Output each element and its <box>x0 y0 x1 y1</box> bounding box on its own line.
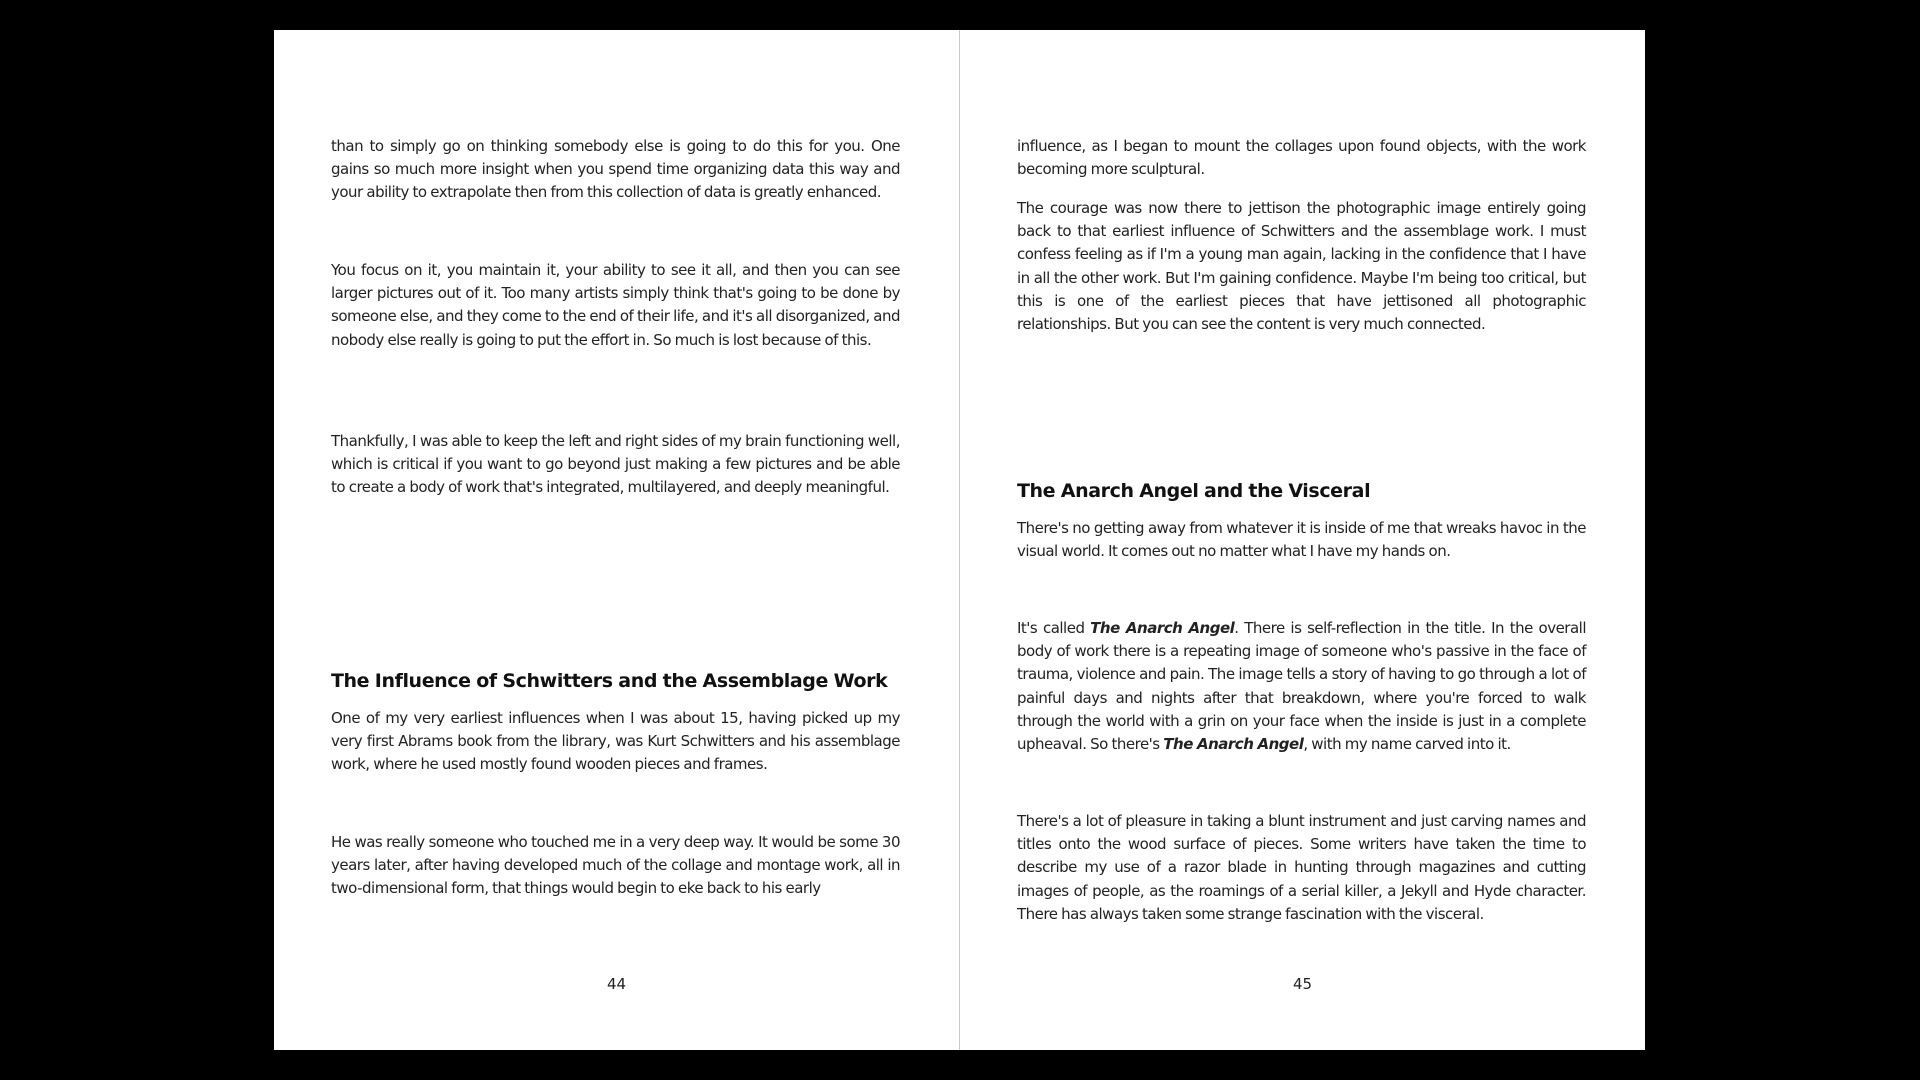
anarch-text-part-1: It's called <box>1017 619 1091 637</box>
page-number-left: 44 <box>606 975 627 993</box>
left-paragraph-3: Thankfully, I was able to keep the left and right sides of my brain functioning well, which is critical if you want to go beyond just making a few pictures and be able to create a body of work that's integrated, multilayered, and deeply meaningful. <box>331 432 900 497</box>
right-paragraph-1: influence, as I began to mount the collages upon found objects, with the work becoming more sculptural. <box>1017 137 1586 179</box>
left-paragraph-4: One of my very earliest influences when I was about 15, having picked up my very first Abrams book from the library, was Kurt Schwitters and his assemblage work, where he used mostly found wooden pieces and frames. <box>331 709 900 774</box>
book-spread <box>274 30 1645 1050</box>
artwork-title-2: The Anarch Angel <box>1163 735 1304 754</box>
right-paragraph-3: There's no getting away from whatever it is inside of me that wreaks havoc in the visual world. It comes out no matter what I have my hands on. <box>1017 519 1586 561</box>
right-page <box>960 30 1645 1050</box>
left-paragraph-1: than to simply go on thinking somebody else is going to do this for you. One gains so much more insight when you spend time organizing data this way and your ability to extrapolate then from this collection of data is greatly enhanced. <box>331 137 900 202</box>
anarch-text-part-3: , with my name carved into it. <box>1303 735 1511 754</box>
left-paragraph-2: You focus on it, you maintain it, your ability to see it all, and then you can see larger pictures out of it. Too many artists simply think that's going to be done by someone else, and they come to the end of their life, and it's all disorganized, and nobody else really is going to put the effort in. So much is lost because of this. <box>331 261 900 349</box>
right-paragraph-5: There's a lot of pleasure in taking a blunt instrument and just carving names and titles onto the wood surface of pieces. Some writers have taken the time to describe my use of a razor blade in hunting through magazines and cutting images of people, as the roamings of a serial killer, a Jekyll and Hyde character. There has always taken some strange fascination with the visceral. <box>1017 812 1586 923</box>
anarch-text-part-2: . There is self-reflection in the title. In the overall body of work there is a repeating image of someone who's passive in the face of trauma, violence and pain. The image tells a story of having to go through a lot of painful days and nights after that breakdown, where you're forced to walk through the world with a grin on your face when the inside is just in a complete upheaval. So there's <box>1017 619 1586 754</box>
left-paragraph-5: He was really someone who touched me in a very deep way. It would be some 30 years later, after having developed much of the collage and montage work, all in two-dimensional form, that things would begin to eke back to his early <box>331 833 900 898</box>
right-paragraph-4 <box>1017 617 1586 756</box>
left-page <box>274 30 959 1050</box>
page-number-right: 45 <box>1292 975 1313 993</box>
artwork-title-1: The Anarch Angel <box>1090 619 1235 637</box>
section-heading-schwitters: The Influence of Schwitters and the Assemblage Work <box>331 670 888 692</box>
right-paragraph-2: The courage was now there to jettison the photographic image entirely going back to that earliest influence of Schwitters and the assemblage work. I must confess feeling as if I'm a young man again, lacking in the confidence that I have in all the other work. But I'm gaining confidence. Maybe I'm being too critical, but this is one of the earliest pieces that have jettisoned all photographic relationships. But you can see the content is very much connected. <box>1017 199 1586 334</box>
section-heading-anarch-angel: The Anarch Angel and the Visceral <box>1017 480 1371 502</box>
